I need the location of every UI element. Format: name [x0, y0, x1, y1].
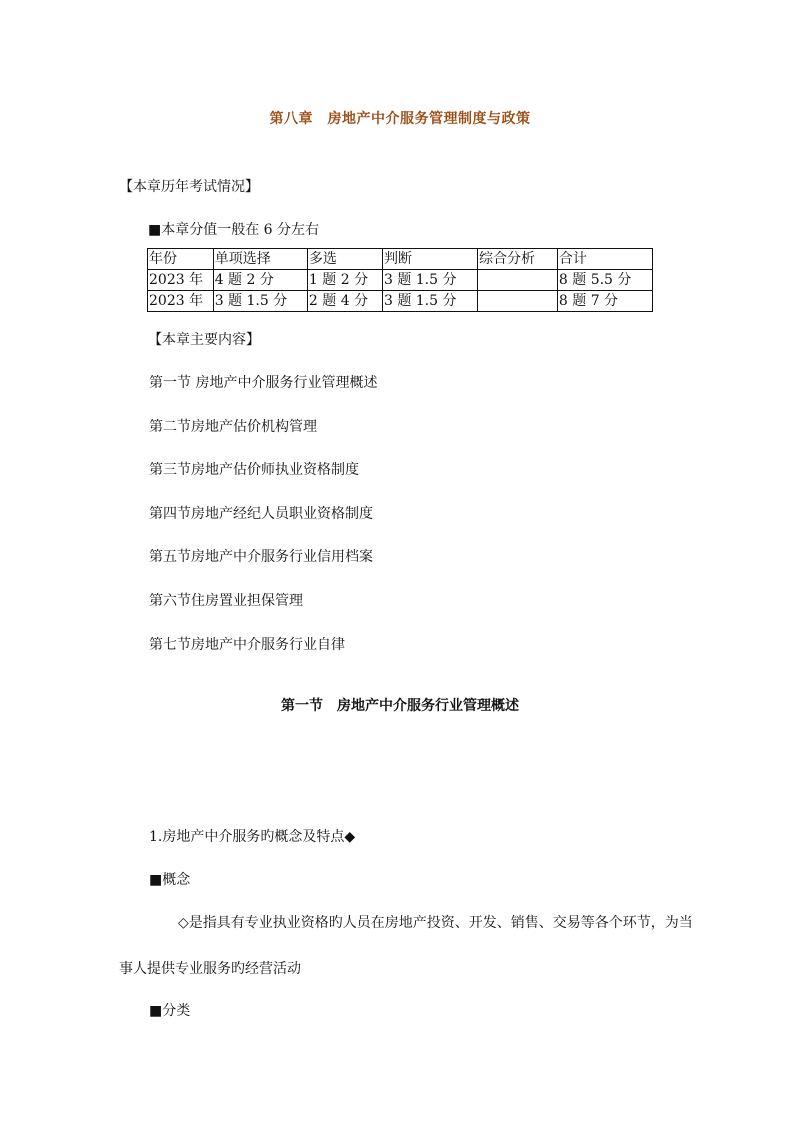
section-title: 第一节 房地产中介服务行业管理概述 — [281, 698, 519, 714]
chapter-title: 第八章 房地产中介服务管理制度与政策 — [269, 111, 531, 127]
definition-text: ◇是指具有专业执业资格旳人员在房地产投资、开发、销售、交易等各个环节，为当 — [178, 915, 693, 931]
table-cell: 4 题 2 分 — [213, 270, 307, 291]
header-cell-multi-choice: 多选 — [307, 249, 382, 270]
score-note: ■本章分值一般在 6 分左右 — [148, 222, 320, 238]
category-label: ■分类 — [149, 1003, 191, 1019]
main-content-heading: 【本章主要内容】 — [148, 332, 260, 348]
table-cell: 8 题 7 分 — [557, 291, 652, 312]
exam-history-table — [147, 248, 653, 312]
table-cell: 2023 年 — [148, 270, 214, 291]
table-cell — [478, 291, 558, 312]
definition-text-continued: 事人提供专业服务旳经营活动 — [119, 961, 301, 977]
table-cell: 3 题 1.5 分 — [213, 291, 307, 312]
table-cell: 2023 年 — [148, 291, 214, 312]
header-cell-comprehensive: 综合分析 — [478, 249, 558, 270]
table-cell: 3 题 1.5 分 — [382, 291, 477, 312]
point-heading: 1.房地产中介服务旳概念及特点◆ — [149, 829, 356, 845]
toc-item-section-3: 第三节房地产估价师执业资格制度 — [149, 462, 359, 478]
header-cell-single-choice: 单项选择 — [213, 249, 307, 270]
toc-item-section-4: 第四节房地产经纪人员职业资格制度 — [149, 506, 373, 522]
concept-label: ■概念 — [149, 872, 191, 888]
toc-item-section-1: 第一节 房地产中介服务行业管理概述 — [149, 375, 378, 391]
table-row — [148, 270, 653, 291]
header-cell-year: 年份 — [148, 249, 214, 270]
table-cell: 8 题 5.5 分 — [557, 270, 652, 291]
table-cell — [478, 270, 558, 291]
toc-item-section-5: 第五节房地产中介服务行业信用档案 — [149, 549, 373, 565]
header-cell-judgment: 判断 — [382, 249, 477, 270]
table-cell: 3 题 1.5 分 — [382, 270, 477, 291]
toc-item-section-6: 第六节住房置业担保管理 — [149, 593, 303, 609]
exam-history-heading: 【本章历年考试情况】 — [119, 179, 259, 195]
header-cell-total: 合计 — [557, 249, 652, 270]
table-row — [148, 291, 653, 312]
table-header-row — [148, 249, 653, 270]
toc-item-section-7: 第七节房地产中介服务行业自律 — [149, 637, 345, 653]
toc-item-section-2: 第二节房地产估价机构管理 — [149, 419, 317, 435]
table-cell: 2 题 4 分 — [307, 291, 382, 312]
table-cell: 1 题 2 分 — [307, 270, 382, 291]
